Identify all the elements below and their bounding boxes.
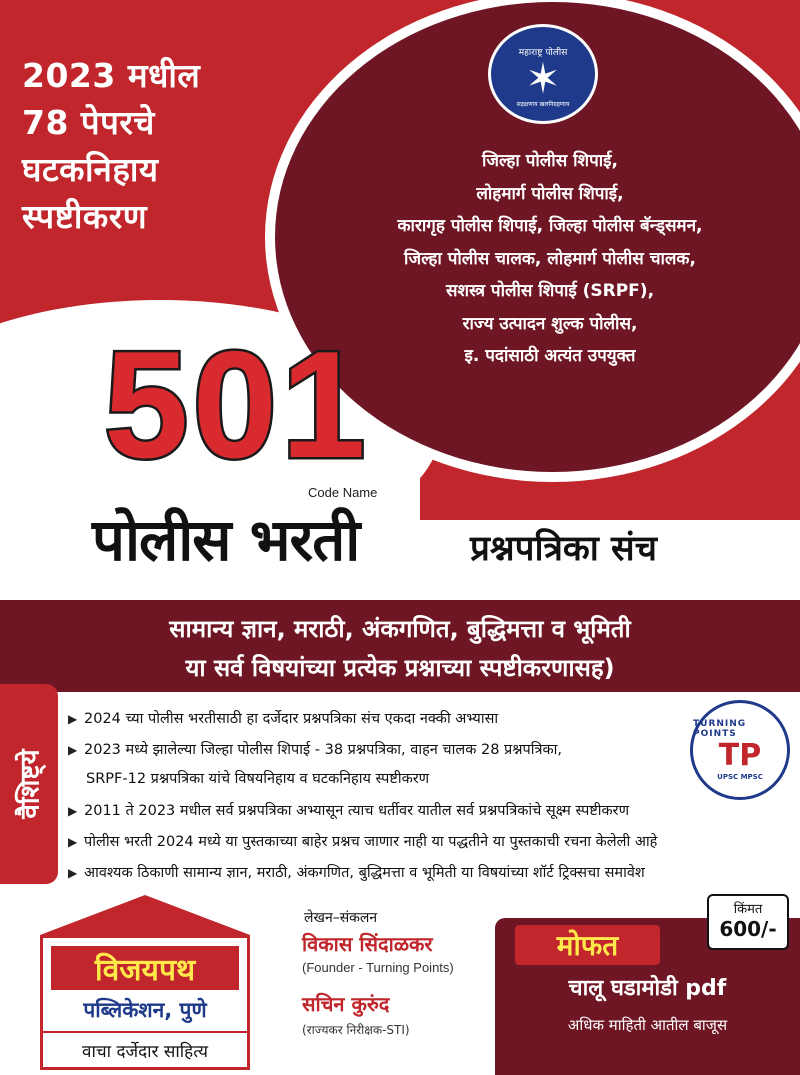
post-item: जिल्हा पोलीस चालक, लोहमार्ग पोलीस चालक,	[404, 248, 696, 269]
post-item: जिल्हा पोलीस शिपाई,	[482, 151, 618, 171]
price-value: 600/-	[719, 917, 777, 941]
headline-line: स्पष्टीकरण	[22, 197, 148, 236]
post-item: राज्य उत्पादन शुल्क पोलीस,	[462, 313, 638, 334]
publisher-name-box	[51, 946, 239, 990]
subjects-line: या सर्व विषयांच्या प्रत्येक प्रश्नाच्या स्पष्टीकरणासह)	[185, 654, 615, 682]
police-badge	[488, 24, 598, 124]
feature-text: 2011 ते 2023 मधील सर्व प्रश्नपत्रिका अभ्यासून त्याच धर्तीवर यातील सर्व प्रश्नपत्रिकांचे सूक्ष्म स्पष्टीकरण	[84, 803, 630, 819]
arrow-icon: ▶	[68, 835, 78, 849]
author-name: विकास सिंदाळकर	[302, 932, 433, 956]
code-name-label: Code Name	[308, 485, 378, 500]
subjects-line: सामान्य ज्ञान, मराठी, अंकगणित, बुद्धिमत्ता व भूमिती	[169, 615, 631, 643]
headline-line: 78 पेपरचे	[22, 103, 155, 142]
features-tab	[0, 684, 58, 884]
feature-text: पोलीस भरती 2024 मध्ये या पुस्तकाच्या बाहेर प्रश्नच जाणार नाही या पद्धतीने या पुस्तकाची रचना केलेली आहे	[84, 834, 658, 850]
headline-line: घटकनिहाय	[22, 150, 159, 189]
tp-ring-text: TURNING POINTS	[693, 719, 747, 739]
feature-text: 2024 च्या पोलीस भरतीसाठी हा दर्जेदार प्रश्नपत्रिका संच एकदा नक्की अभ्यासा	[84, 711, 499, 727]
offer-line: चालू घडामोडी pdf	[568, 976, 727, 1001]
arrow-icon: ▶	[68, 743, 78, 757]
publisher-city: पब्लिकेशन, पुणे	[83, 998, 207, 1022]
code-number: 501	[104, 320, 370, 490]
publisher-tagline: वाचा दर्जेदार साहित्य	[43, 1031, 247, 1062]
badge-top-text: महाराष्ट्र पोलीस	[518, 47, 568, 58]
badge-bottom-text: सद्रक्षणाय खलनिग्रहणाय	[516, 100, 570, 108]
feature-text: 2023 मध्ये झालेल्या जिल्हा पोलीस शिपाई - 38 प्रश्नपत्रिका, वाहन चालक 28 प्रश्नपत्रिका,	[84, 742, 563, 758]
feature-item	[68, 832, 657, 852]
post-item: कारागृह पोलीस शिपाई, जिल्हा पोलीस बॅन्ड्समन,	[397, 216, 703, 236]
post-item: इ. पदांसाठी अत्यंत उपयुक्त	[464, 346, 636, 366]
book-subtitle: प्रश्नपत्रिका संच	[470, 529, 657, 569]
arrow-icon: ▶	[68, 866, 78, 880]
book-title: पोलीस भरती	[92, 506, 360, 574]
offer-sub: अधिक माहिती आतील बाजूस	[567, 1016, 728, 1034]
headline-line: 2023 मधील	[22, 56, 201, 95]
post-item: सशस्त्र पोलीस शिपाई (SRPF),	[445, 281, 655, 301]
price-box	[707, 894, 789, 950]
author-name: सचिन कुरुंद	[302, 992, 390, 1016]
tp-foot-text: UPSC MPSC	[717, 773, 763, 781]
publisher-body	[40, 935, 250, 1070]
feature-item	[68, 863, 645, 883]
tp-mark: TP	[718, 738, 762, 773]
author-role: (Founder - Turning Points)	[302, 960, 454, 975]
headline	[22, 52, 302, 240]
publisher-name: विजयपथ	[94, 952, 196, 988]
feature-text: आवश्यक ठिकाणी सामान्य ज्ञान, मराठी, अंकगणित, बुद्धिमत्ता व भूमिती या विषयांच्या शॉर्ट ट्रिक्सचा समावेश	[84, 865, 645, 881]
price-label: किंमत	[733, 902, 763, 917]
posts-list	[330, 145, 770, 373]
author-role: (राज्यकर निरीक्षक-STI)	[302, 1023, 410, 1037]
feature-item	[68, 801, 629, 821]
turning-points-logo	[690, 700, 790, 800]
police-star-icon: ✶	[525, 53, 561, 103]
feature-item	[68, 740, 562, 760]
feature-text-cont: SRPF-12 प्रश्नपत्रिका यांचे विषयनिहाय व घटकनिहाय स्पष्टीकरण	[86, 771, 430, 787]
publisher-logo	[40, 895, 250, 1070]
arrow-icon: ▶	[68, 712, 78, 726]
free-badge-text: मोफत	[556, 929, 619, 962]
author-label: लेखन–संकलन	[304, 910, 378, 926]
features-label: वैशिष्ट्ये	[16, 749, 47, 819]
free-badge	[515, 925, 660, 965]
publisher-roof	[40, 895, 250, 935]
post-item: लोहमार्ग पोलीस शिपाई,	[476, 183, 624, 204]
feature-item	[68, 709, 498, 729]
arrow-icon: ▶	[68, 804, 78, 818]
